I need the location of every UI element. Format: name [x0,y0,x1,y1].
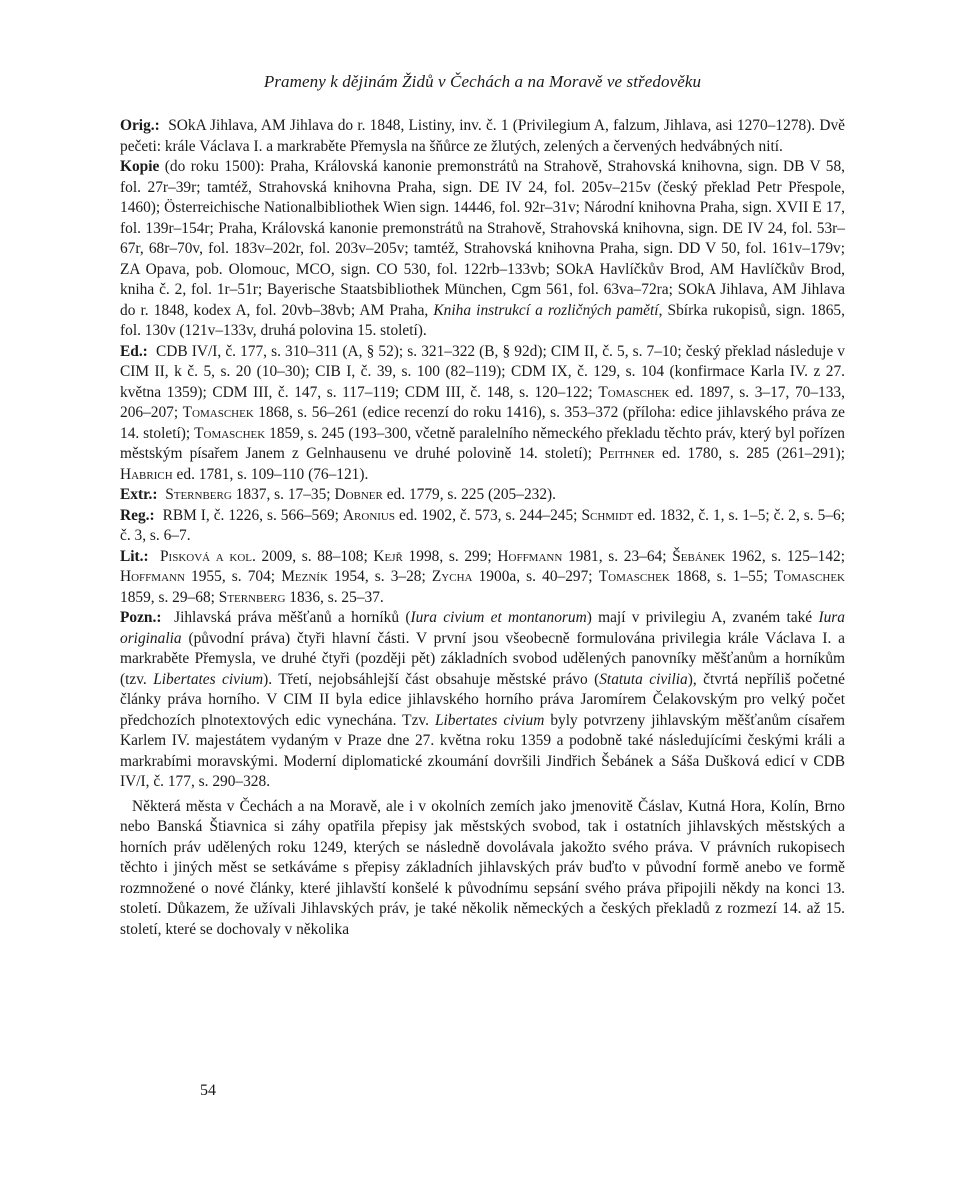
entry-extr-label: Extr.: [120,486,158,503]
entry-kopie-text-end: , Sbírka rukopisů, sign. 1865, fol. 130v (121v–133v, druhá polovina 15. století). [120,301,845,339]
author-name: Aronius [342,506,395,524]
author-name: Tomaschek [773,568,845,585]
entry-pozn-text: ) mají v privilegiu A, zvaném také [586,609,813,626]
latin-term: Statuta civilia [599,670,688,688]
entry-pozn-text: ). Třetí, nejobsáhlejší část obsahuje městské právo ( [263,670,600,688]
entry-kopie-label: Kopie [120,158,160,175]
entry-reg-text: ed. 1832, č. 1, s. 1–5; č. 2, s. 5–6; č. 3, s. 6–7. [120,506,845,544]
author-name: Mezník [281,568,328,585]
entry-lit-text: 2009, s. 88–108; [261,547,368,565]
entry-kopie [120,157,845,342]
author-name: Sternberg [218,588,286,606]
entry-reg-text: ed. 1902, č. 573, s. 244–245; [398,506,578,524]
author-name: Sternberg [165,486,232,503]
entry-pozn [120,608,845,793]
entry-pozn-text: (původní práva) čtyři hlavní části. V první jsou všeobecně formulována privilegia krále Václava I. a markraběte Přemysla, ve druhé čtyři (později pět) základních svobod udělených panovníky měšťanům a horníkům (tzv. [120,629,845,688]
author-name: Zycha [431,568,473,585]
entry-lit-text: 1955, s. 704; [191,568,276,585]
entry-lit-text: 1962, s. 125–142; [731,547,845,565]
entry-orig-label: Orig.: [120,117,160,134]
entry-ed [120,342,845,486]
author-name: Dobner [334,486,383,503]
entry-lit-text: 1981, s. 23–64; [567,547,667,565]
entry-ed-text: 1859, s. 245 (193–300, včetně paralelního německého překladu těchto práv, který byl pořízen městským písařem Janem z Gelnhausenu ve druhé polovině 14. století); [120,424,845,462]
entry-extr [120,485,845,506]
author-name: Pisková a kol. [159,547,256,565]
entry-ed-text: ed. 1780, s. 285 (261–291); [661,445,845,462]
entry-orig-text: SOkA Jihlava, AM Jihlava do r. 1848, Listiny, inv. č. 1 (Privilegium A, falzum, Jihlava, asi 1270–1278). Dvě pečeti: krále Václava I. a markraběte Přemysla na šňůrce ze žlutých, zelených a červených hedvábných nití. [120,117,845,155]
entry-ed-text: 1868, s. 56–261 (edice recenzí do roku 1416), s. 353–372 (příloha: edice jihlavského práva ze 14. století); [120,404,845,442]
entry-pozn-text: ), čtvrtá nepříliš početné články práva horního. V CIM II byla edice jihlavského horního práva Jaromírem Čelakovským pro velký počet předchozích plnotextových edic vynechána. Tzv. [120,670,846,729]
author-name: Tomaschek [182,404,254,421]
author-name: Peithner [599,445,655,462]
entry-pozn-text: byly potvrzeny jihlavským měšťanům císařem Karlem IV. majestátem vydaným v Praze dne 27. května roku 1359 a podobně také následujícími českými králi a markrabími moravskými. Moderní diplomatické zkoumání dovršili Jindřich Šebánek a Sáša Dušková edicí v CDB IV/I, č. 177, s. 290–328. [120,711,845,790]
entry-pozn-label: Pozn.: [120,609,162,626]
page-number: 54 [200,1082,216,1099]
entry-ed-label: Ed.: [120,342,148,360]
entry-pozn-text: Jihlavská práva měšťanů a horníků ( [174,609,411,626]
entry-lit-text: 1900a, s. 40–297; [478,568,593,585]
latin-term: Iura originalia [120,609,845,647]
entry-kopie-italic-title: Kniha instrukcí a rozličných pamětí [433,301,659,319]
entry-lit-text: 1954, s. 3–28; [334,568,426,585]
entry-lit-label: Lit.: [120,547,149,565]
entry-reg-label: Reg.: [120,506,155,524]
entry-ed-text: CDB IV/I, č. 177, s. 310–311 (A, § 52); s. 321–322 (B, § 92d); CIM II, č. 5, s. 7–10; český překlad následuje v CIM II, k č. 5, s. 20 (10–30); CIB I, č. 39, s. 100 (82–119); CDM IX, č. 129, s. 104 (konfirmace Karla IV. z 27. května 1359); CDM III, č. 147, s. 117–119; CDM III, č. 148, s. 120–122; [120,342,845,401]
entry-ed-text: ed. 1781, s. 109–110 (76–121). [176,465,369,483]
entry-reg [120,506,845,547]
author-name: Tomaschek [598,568,670,585]
entry-ed-text: ed. 1897, s. 3–17, 70–133, 206–207; [120,383,845,421]
body-paragraph: Některá města v Čechách a na Moravě, ale i v okolních zemích jako jmenovitě Čáslav, Kutná Hora, Kolín, Brno nebo Banská Štiavnica si záhy opatřila přepisy jak městských svobod, tak i ostatních jihlavských městských a horních práv udělených roku 1249, kterých se následně dovolávala jakožto svého práva. V právních rukopisech těchto i jiných měst se setkáváme s přepisy základních jihlavských práv buďto v původní formě anebo ve formě rozmnožené o nové články, které jihlavští konšelé k původnímu sepsání svého práva připojili někdy na konci 13. století. Důkazem, že užívali Jihlavských práv, je také několik německých a českých překladů z rozmezí 14. až 15. století, které se dochovaly v několika [120,797,845,938]
entry-orig [120,116,845,157]
author-name: Habrich [120,465,173,483]
entry-kopie-text: (do roku 1500): Praha, Královská kanonie premonstrátů na Strahově, Strahovská knihovna, sign. DB V 58, fol. 27r–39r; tamtéž, Strahovská knihovna Praha, sign. DE IV 24, fol. 205v–215v (český překlad Petr Přespole, 1460); Österreichische Nationalbibliothek Wien sign. 14446, fol. 92r–31v; Národní knihovna Praha, sign. XVII E 17, fol. 139r–154r; Praha, Královská kanonie premonstrátů na Strahově, Strahovská knihovna, sign. DE IV 24, fol. 53r–67r, 68r–70v, fol. 183v–202r, fol. 203v–205v; tamtéž, Strahovská knihovna Praha, sign. DD V 50, fol. 161v–179v; ZA Opava, pob. Olomouc, MCO, sign. CO 530, fol. 122rb–133vb; SOkA Havlíčkův Brod, AM Havlíčkův Brod, kniha č. 2, fol. 1r–51r; Bayerische Staatsbibliothek München, Cgm 561, fol. 63va–72ra; SOkA Jihlava, AM Jihlava do r. 1848, kodex A, fol. 20vb–38vb; AM Praha, [120,158,845,319]
entry-lit-text: 1836, s. 25–37. [289,588,384,606]
latin-term: Libertates civium [434,711,545,729]
latin-term: Iura civium et montanorum [410,609,587,626]
entry-extr-text: ed. 1779, s. 225 (205–232). [386,486,557,503]
author-name: Kejř [373,547,403,565]
entry-extr-text: 1837, s. 17–35; [235,486,331,503]
author-name: Šebánek [672,547,726,565]
author-name: Hoffmann [497,547,563,565]
entry-lit-text: 1868, s. 1–55; [675,568,768,585]
author-name: Hoffmann [120,568,185,585]
latin-term: Libertates civium [153,670,264,688]
document-page [120,72,845,940]
author-name: Tomaschek [194,424,266,442]
running-header: Prameny k dějinám Židů v Čechách a na Moravě ve středověku [263,72,702,91]
entry-reg-text: RBM I, č. 1226, s. 566–569; [162,506,339,524]
author-name: Tomaschek [598,383,670,401]
entry-lit-text: 1998, s. 299; [408,547,492,565]
author-name: Schmidt [581,506,634,524]
entry-lit [120,547,845,609]
entry-lit-text: 1859, s. 29–68; [120,588,215,606]
